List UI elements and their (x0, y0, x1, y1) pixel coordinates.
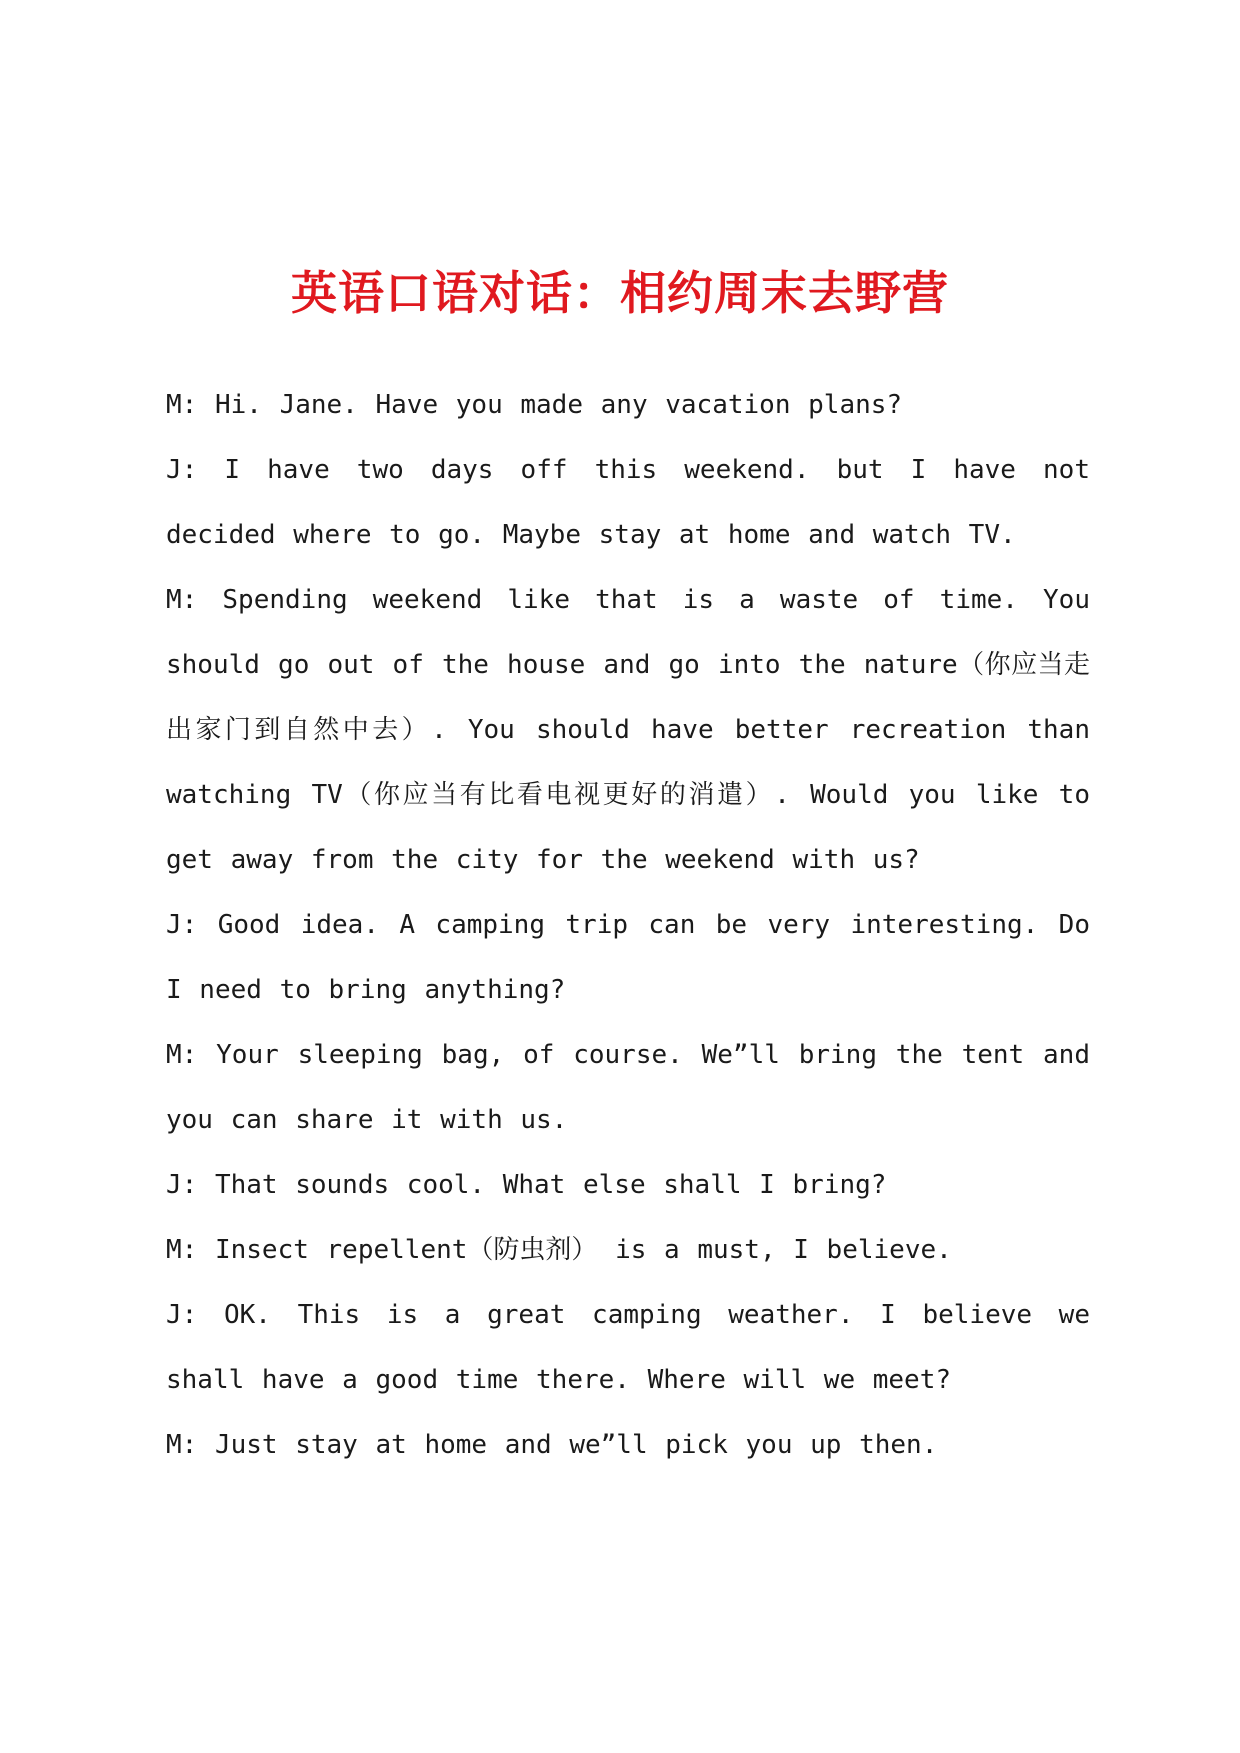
dialogue-body (166, 373, 1090, 1478)
dialogue-line-4: J: Good idea. A camping trip can be very interesting. Do I need to bring anything? (166, 910, 1090, 1005)
dialogue-line-7: M: Insect repellent（防虫剂） is a must, I believe. (166, 1235, 952, 1265)
dialogue-line-6: J: That sounds cool. What else shall I bring? (166, 1170, 887, 1200)
dialogue-line-8: J: OK. This is a great camping weather. I believe we shall have a good time there. Where will we meet? (166, 1300, 1090, 1395)
dialogue-line-2: J: I have two days off this weekend. but I have not decided where to go. Maybe stay at home and watch TV. (166, 455, 1090, 550)
document-title: 英语口语对话：相约周末去野营 (291, 266, 949, 320)
dialogue-line-5: M: Your sleeping bag, of course. We”ll bring the tent and you can share it with us. (166, 1040, 1090, 1135)
dialogue-line-3: M: Spending weekend like that is a waste of time. You should go out of the house and go into the nature（你应当走出家门到自然中去）. You should have better recreation than watching TV（你应当有比看电视更好的消遣）. Would you like to get away from the city for the weekend with us? (166, 585, 1090, 875)
dialogue-line-1: M: Hi. Jane. Have you made any vacation plans? (166, 390, 903, 420)
dialogue-line-9: M: Just stay at home and we”ll pick you up then. (166, 1430, 938, 1460)
